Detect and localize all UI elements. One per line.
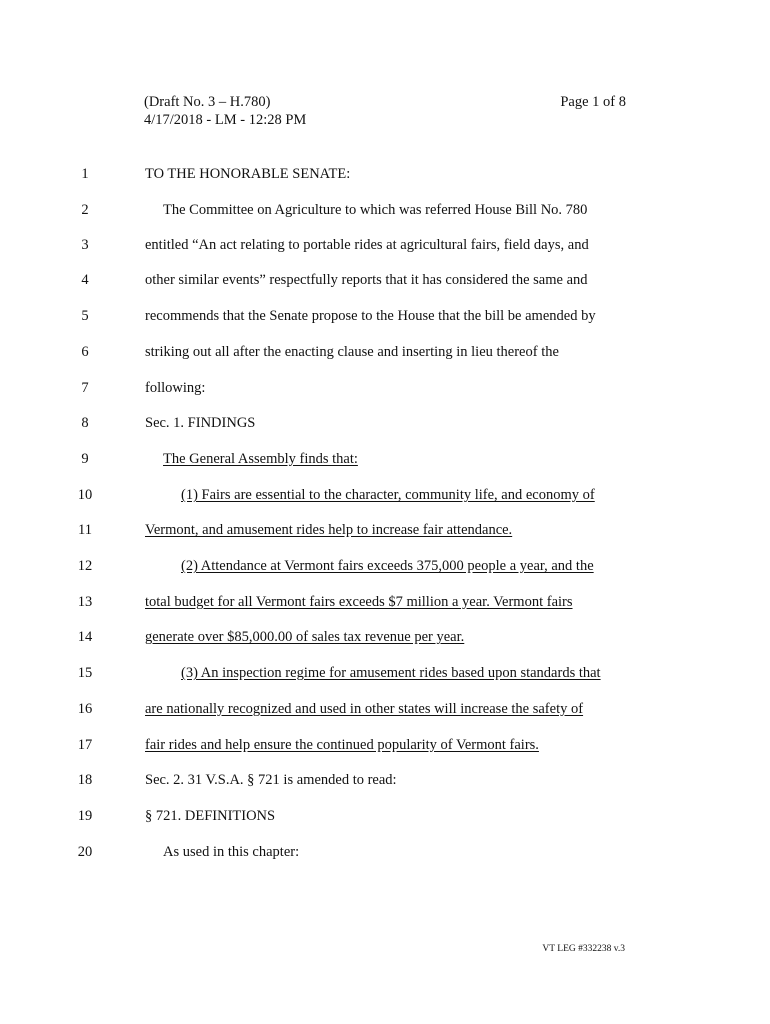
line-text: recommends that the Senate propose to the House that the bill be amended by xyxy=(145,308,596,324)
line-text: Vermont, and amusement rides help to increase fair attendance. xyxy=(145,522,513,538)
line-text: entitled “An act relating to portable rides at agricultural fairs, field days, and xyxy=(145,237,589,253)
line-text: TO THE HONORABLE SENATE: xyxy=(145,166,351,182)
line-text: generate over $85,000.00 of sales tax revenue per year. xyxy=(145,629,465,645)
line-number: 8 xyxy=(81,415,89,431)
line-number: 1 xyxy=(81,166,89,182)
line-number: 18 xyxy=(77,772,93,788)
line-number: 4 xyxy=(81,272,89,288)
line-text: are nationally recognized and used in other states will increase the safety of xyxy=(145,701,584,717)
document-line xyxy=(0,200,770,220)
document-line xyxy=(0,627,770,647)
line-text: The Committee on Agriculture to which was referred House Bill No. 780 xyxy=(163,202,588,218)
line-text: striking out all after the enacting clause and inserting in lieu thereof the xyxy=(145,344,559,360)
line-number: 17 xyxy=(77,737,93,753)
line-number: 6 xyxy=(81,344,89,360)
draft-date: 4/17/2018 - LM - 12:28 PM xyxy=(144,112,307,128)
line-number: 2 xyxy=(81,202,89,218)
document-line xyxy=(0,378,770,398)
document-line xyxy=(0,306,770,326)
line-number: 14 xyxy=(77,629,93,645)
document-line xyxy=(0,485,770,505)
line-number: 10 xyxy=(77,487,93,503)
line-text: The General Assembly finds that: xyxy=(163,451,358,467)
line-number: 12 xyxy=(77,558,93,574)
document-line xyxy=(0,235,770,255)
line-text: (3) An inspection regime for amusement rides based upon standards that xyxy=(181,665,601,681)
document-line xyxy=(0,520,770,540)
line-number: 9 xyxy=(81,451,89,467)
document-footer-id: VT LEG #332238 v.3 xyxy=(542,944,625,954)
page-indicator: Page 1 of 8 xyxy=(560,94,626,110)
line-number: 3 xyxy=(81,237,89,253)
document-line xyxy=(0,806,770,826)
document-line xyxy=(0,556,770,576)
document-line xyxy=(0,663,770,683)
header-left xyxy=(144,93,306,129)
line-text: Sec. 1. FINDINGS xyxy=(145,415,256,431)
line-number: 20 xyxy=(77,844,93,860)
line-text: fair rides and help ensure the continued popularity of Vermont fairs. xyxy=(145,737,539,753)
document-line xyxy=(0,342,770,362)
line-text: (2) Attendance at Vermont fairs exceeds 375,000 people a year, and the xyxy=(181,558,594,574)
document-line xyxy=(0,164,770,184)
document-line xyxy=(0,270,770,290)
line-text: Sec. 2. 31 V.S.A. § 721 is amended to read: xyxy=(145,772,397,788)
line-number: 19 xyxy=(77,808,93,824)
document-line xyxy=(0,842,770,862)
document-line xyxy=(0,770,770,790)
line-text: § 721. DEFINITIONS xyxy=(145,808,276,824)
document-line xyxy=(0,592,770,612)
line-number: 5 xyxy=(81,308,89,324)
line-text: other similar events” respectfully reports that it has considered the same and xyxy=(145,272,588,288)
line-number: 16 xyxy=(77,701,93,717)
line-number: 13 xyxy=(77,594,93,610)
document-line xyxy=(0,699,770,719)
line-text: As used in this chapter: xyxy=(163,844,300,860)
line-text: total budget for all Vermont fairs exceeds $7 million a year. Vermont fairs xyxy=(145,594,573,610)
document-line xyxy=(0,449,770,469)
document-line xyxy=(0,413,770,433)
line-number: 15 xyxy=(77,665,93,681)
line-number: 11 xyxy=(78,522,92,538)
draft-number: (Draft No. 3 – H.780) xyxy=(144,94,271,110)
line-number: 7 xyxy=(81,380,89,396)
document-line xyxy=(0,735,770,755)
line-text: following: xyxy=(145,380,206,396)
line-text: (1) Fairs are essential to the character, community life, and economy of xyxy=(181,487,595,503)
